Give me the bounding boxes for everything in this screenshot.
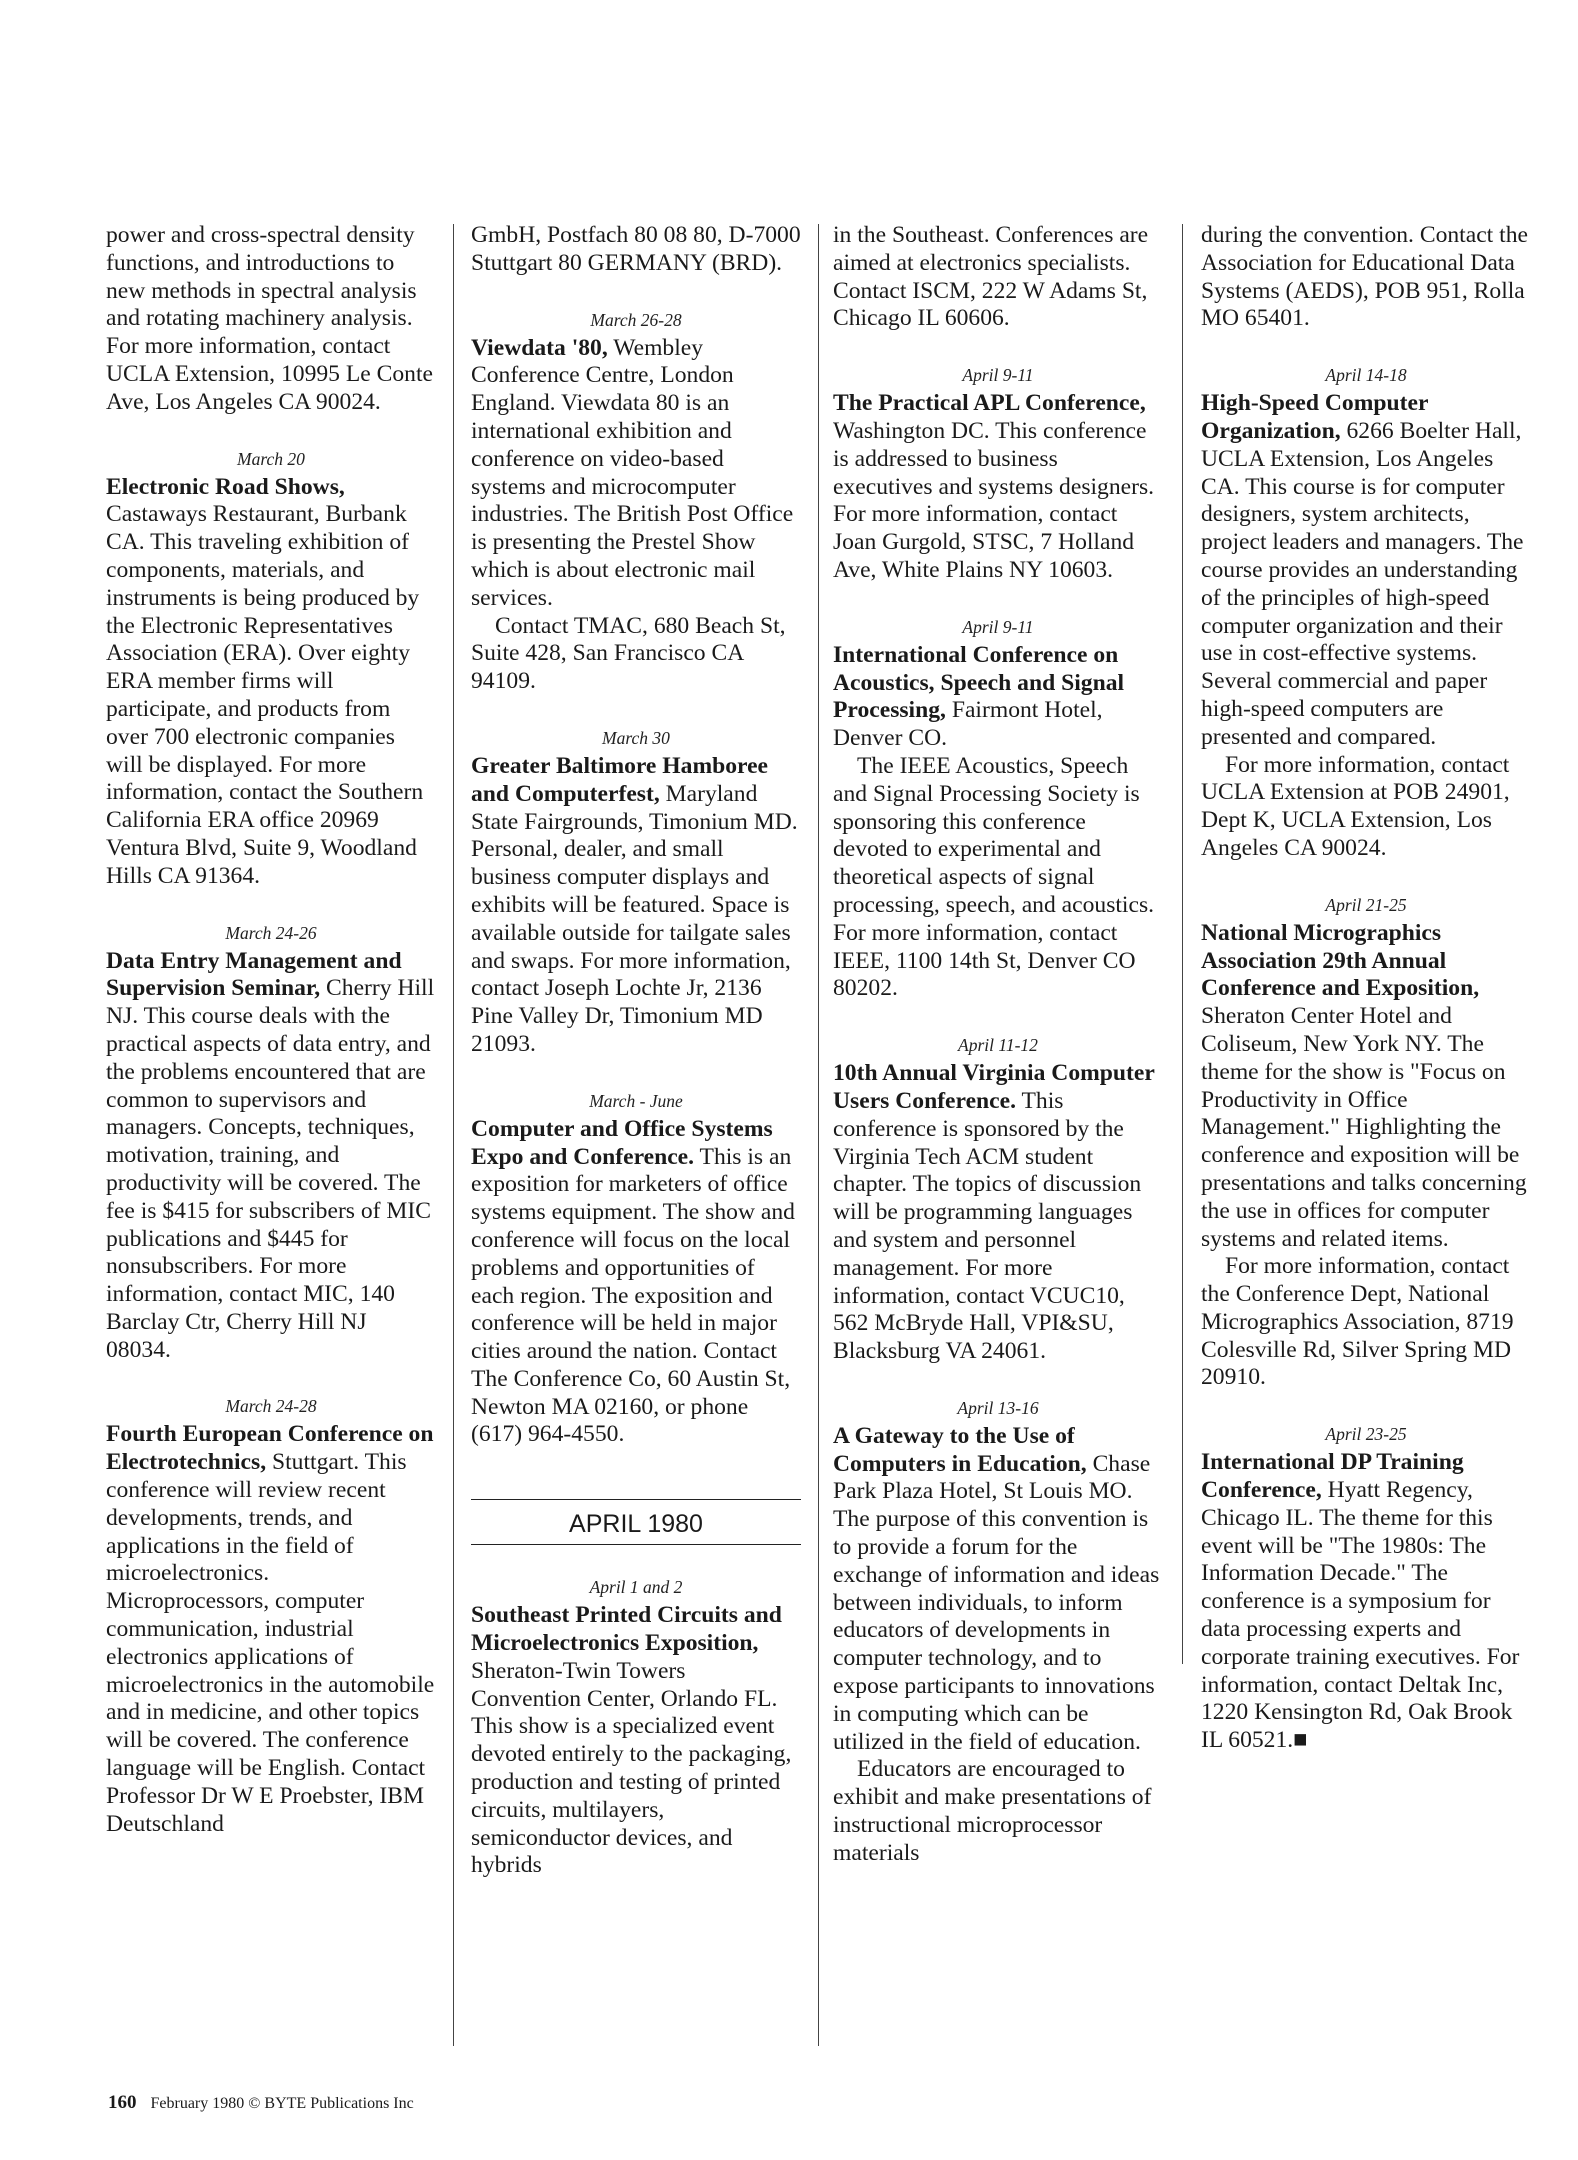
- event-description: Sheraton-Twin Towers Convention Center, Orlando FL. This show is a specialized event devoted entirely to the packaging, production and testing of printed circuits, multilayers, semiconductor devices, and hybrids: [471, 1657, 792, 1879]
- column-rule: [1182, 224, 1183, 1664]
- event-title: Electronic Road Shows,: [106, 473, 345, 500]
- event-date: April 14-18: [1325, 365, 1407, 386]
- column-4: [1201, 222, 1531, 1755]
- event-date: April 21-25: [1325, 894, 1407, 915]
- event-contact: For more information, contact the Conference Dept, National Micrographics Association, 8719 Colesville Rd, Silver Spring MD 20910.: [1201, 1253, 1514, 1391]
- event-title: A Gateway to the Use of Computers in Education,: [833, 1422, 1087, 1477]
- continued-text: power and cross-spectral density functions, and introductions to new methods in spectral analysis and rotating machinery analysis. For more information, contact UCLA Extension, 10995 Le Conte Ave, Los Angeles CA 90024.: [106, 222, 434, 415]
- column-1: [106, 222, 436, 1838]
- event-entry: [106, 447, 436, 891]
- event-entry: [1201, 893, 1531, 1393]
- page-number: 160: [108, 2092, 137, 2113]
- column-3: [833, 222, 1163, 1868]
- event-contact: Contact TMAC, 680 Beach St, Suite 428, San Francisco CA 94109.: [471, 612, 786, 695]
- event-title: National Micrographics Association 29th Annual Conference and Exposition,: [1201, 919, 1480, 1002]
- event-description: Chase Park Plaza Hotel, St Louis MO. The purpose of this convention is to provide a forum for the exchange of information and ideas between individuals, to inform educators of developments in computer technology, and to expose participants to innovations in computing which can be utilized in the field of education.: [833, 1450, 1160, 1755]
- event-title: Fourth European Conference on Electrotechnics,: [106, 1421, 434, 1476]
- event-date: April 13-16: [957, 1397, 1039, 1418]
- page-footer: [108, 2092, 414, 2114]
- event-entry: [833, 615, 1163, 1003]
- event-date: April 23-25: [1325, 1424, 1407, 1445]
- event-description: Washington DC. This conference is addressed to business executives and systems designers. For more information, contact Joan Gurgold, STSC, 7 Holland Ave, White Plains NY 10603.: [833, 417, 1155, 583]
- continued-text: in the Southeast. Conferences are aimed at electronics specialists. Contact ISCM, 222 W Adams St, Chicago IL 60606.: [833, 222, 1149, 332]
- event-date: April 9-11: [962, 365, 1034, 386]
- event-title: 10th Annual Virginia Computer Users Conference.: [833, 1060, 1155, 1114]
- event-description: Maryland State Fairgrounds, Timonium MD. Personal, dealer, and small business computer displays and exhibits will be featured. Space is available outside for tailgate sales and swaps. For more information, contact Joseph Lochte Jr, 2136 Pine Valley Dr, Timonium MD 21093.: [471, 780, 798, 1057]
- event-entry: [106, 921, 436, 1365]
- event-entry: [833, 363, 1163, 585]
- event-date: March 30: [602, 727, 670, 748]
- event-entry: [1201, 1422, 1531, 1755]
- event-date: April 1 and 2: [589, 1577, 683, 1598]
- event-date: March - June: [589, 1090, 683, 1111]
- event-entry: [471, 308, 801, 696]
- event-date: March 26-28: [590, 309, 682, 330]
- event-title: International DP Training Conference,: [1201, 1449, 1464, 1504]
- event-details: The IEEE Acoustics, Speech and Signal Processing Society is sponsoring this conference devoted to experimental and theoretical aspects of signal processing, speech, and acoustics. For more information, contact IEEE, 1100 14th St, Denver CO 80202.: [833, 752, 1155, 1002]
- column-2: [471, 222, 801, 1880]
- column-rule: [818, 224, 819, 2046]
- event-description: Sheraton Center Hotel and Coliseum, New York NY. The theme for the show is "Focus on Productivity in Office Management." Highlighting the conference and exposition will be presentations and talks concerning the use in offices for computer systems and related items.: [1201, 1003, 1527, 1252]
- event-description: This is an exposition for marketers of office systems equipment. The show and conference will focus on the local problems and opportunities of each region. The exposition and conference will be held in major cities around the nation. Contact The Conference Co, 60 Austin St, Newton MA 02160, or phone (617) 964-4550.: [471, 1143, 795, 1448]
- event-title: Computer and Office Systems Expo and Conference.: [471, 1115, 773, 1170]
- event-title: High-Speed Computer Organization,: [1201, 390, 1428, 444]
- event-title: Southeast Printed Circuits and Microelectronics Exposition,: [471, 1602, 782, 1657]
- event-date: March 24-26: [225, 922, 317, 943]
- event-description: Fairmont Hotel, Denver CO.: [833, 697, 1103, 752]
- section-heading: APRIL 1980: [471, 1499, 801, 1545]
- event-title: Viewdata '80,: [471, 334, 608, 361]
- event-title: International Conference on Acoustics, Speech and Signal Processing,: [833, 641, 1125, 724]
- event-description: Hyatt Regency, Chicago IL. The theme for this event will be "The 1980s: The Information Decade." The conference is a symposium for data processing experts and corporate training executives. For information, contact Deltak Inc, 1220 Kensington Rd, Oak Brook IL 60521.■: [1201, 1477, 1520, 1754]
- event-description: 6266 Boelter Hall, UCLA Extension, Los Angeles CA. This course is for computer designers, system architects, project leaders and managers. The course provides an understanding of the principles of high-speed computer organization and their use in cost-effective systems. Several commercial and paper high-speed computers are presented and compared.: [1201, 417, 1524, 750]
- event-entry: [833, 1396, 1163, 1868]
- event-date: March 20: [237, 448, 305, 469]
- event-details: Educators are encouraged to exhibit and make presentations of instructional microprocessor materials: [833, 1756, 1152, 1866]
- continued-text: GmbH, Postfach 80 08 80, D-7000 Stuttgart 80 GERMANY (BRD).: [471, 222, 801, 276]
- event-date: April 11-12: [958, 1035, 1038, 1056]
- event-description: Wembley Conference Centre, London England. Viewdata 80 is an international exhibition and conference on video-based systems and microcomputer industries. The British Post Office is presenting the Prestel Show which is about electronic mail services.: [471, 334, 794, 611]
- event-description: Castaways Restaurant, Burbank CA. This traveling exhibition of components, materials, and instruments is being produced by the Electronic Representatives Association (ERA). Over eighty ERA member firms will participate, and products from over 700 electronic companies will be displayed. For more information, contact the Southern California ERA office 20969 Ventura Blvd, Suite 9, Woodland Hills CA 91364.: [106, 501, 424, 889]
- event-entry: [833, 1033, 1163, 1366]
- event-title: Greater Baltimore Hamboree and Computerfest,: [471, 752, 769, 807]
- event-title: Data Entry Management and Supervision Seminar,: [106, 947, 402, 1002]
- event-entry: [1201, 363, 1531, 863]
- event-entry: [471, 1089, 801, 1450]
- event-entry: [471, 726, 801, 1059]
- event-description: Cherry Hill NJ. This course deals with the practical aspects of data entry, and the problems encountered that are common to supervisors and managers. Concepts, techniques, motivation, training, and productivity will be covered. The fee is $415 for subscribers of MIC publications and $445 for nonsubscribers. For more information, contact MIC, 140 Barclay Ctr, Cherry Hill NJ 08034.: [106, 975, 435, 1363]
- event-date: April 9-11: [962, 616, 1034, 637]
- event-entry: [471, 1575, 801, 1880]
- event-contact: For more information, contact UCLA Extension at POB 24901, Dept K, UCLA Extension, Los Angeles CA 90024.: [1201, 751, 1510, 861]
- continued-text: during the convention. Contact the Association for Educational Data Systems (AEDS), POB 951, Rolla MO 65401.: [1201, 222, 1528, 332]
- event-description: This conference is sponsored by the Virginia Tech ACM student chapter. The topics of discussion will be programming languages and system and personnel management. For more information, contact VCUC10, 562 McBryde Hall, VPI&SU, Blacksburg VA 24061.: [833, 1087, 1142, 1365]
- footer-credit: February 1980 © BYTE Publications Inc: [150, 2095, 414, 2112]
- event-date: March 24-28: [225, 1396, 317, 1417]
- event-title: The Practical APL Conference,: [833, 390, 1146, 417]
- column-rule: [453, 224, 454, 2046]
- event-description: Stuttgart. This conference will review recent developments, trends, and applications in the field of microelectronics. Microprocessors, computer communication, industrial electronics applications of microelectronics in the automobile and in medicine, and other topics will be covered. The conference language will be English. Contact Professor Dr W E Proebster, IBM Deutschland: [106, 1449, 435, 1837]
- event-entry: [106, 1394, 436, 1838]
